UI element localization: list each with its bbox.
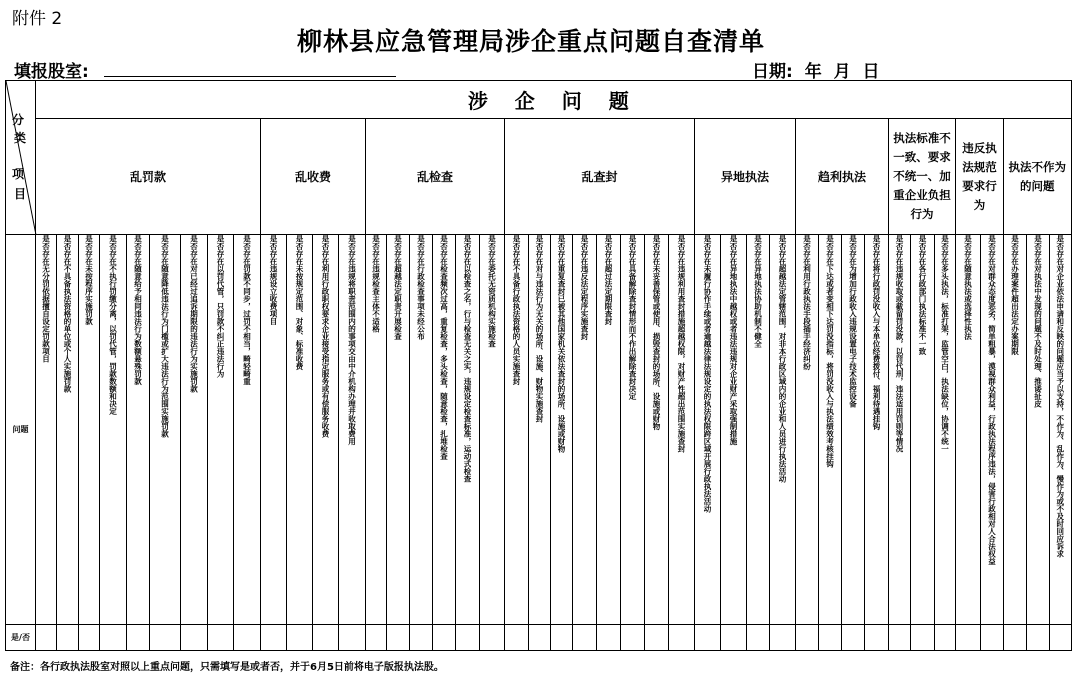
question-text: 是否存在利用行政职权要求企业接受指定服务或有偿服务收费	[321, 235, 330, 438]
question-text: 是否存在违规收取或截留罚没款，以罚代刑，违法适用罚则等情况	[895, 235, 904, 453]
question-text: 是否存在超过法定期限查封	[604, 235, 613, 325]
question-text: 是否存在对群众态度恶劣，简单粗暴，漠视群众利益，行政执法程序违法，侵害行政相对人合法权益	[987, 235, 997, 565]
question-cell	[127, 235, 150, 625]
answer-cell[interactable]	[366, 625, 387, 651]
question-cell	[747, 235, 770, 625]
answer-cell[interactable]	[79, 625, 100, 651]
question-cell	[1050, 235, 1072, 625]
question-text: 是否存在检查频次过高，重复检查，多头检查，随意检查，扎堆检查	[439, 235, 449, 460]
category-remote-enforcement: 异地执法	[695, 119, 796, 235]
answer-cell[interactable]	[287, 625, 313, 651]
corner-mu: 目	[14, 187, 27, 201]
answer-cell[interactable]	[57, 625, 79, 651]
question-cell	[956, 235, 981, 625]
category-fee: 乱收费	[261, 119, 366, 235]
question-cell	[796, 235, 819, 625]
question-text: 是否存在委托无资质机构实施检查	[487, 235, 497, 348]
question-text: 是否存在办理案件超出法定办案期限	[1010, 235, 1020, 355]
question-cell	[865, 235, 889, 625]
question-cell	[1027, 235, 1050, 625]
answer-cell[interactable]	[181, 625, 208, 651]
answer-cell[interactable]	[770, 625, 796, 651]
question-text: 是否存在下达或者变相下达罚没指标，将罚没收入与执法绩效考核挂钩	[825, 235, 835, 468]
corner-cell	[6, 81, 36, 235]
answer-cell[interactable]	[819, 625, 842, 651]
question-text: 是否存在异地执法中越权或者违法违规对企业财产采取强制措施	[729, 235, 738, 445]
answer-cell[interactable]	[480, 625, 505, 651]
answer-cell[interactable]	[234, 625, 261, 651]
question-text: 是否存在不具备执法资格的单位或个人实施罚款	[63, 235, 72, 393]
answer-cell[interactable]	[433, 625, 456, 651]
answer-cell[interactable]	[339, 625, 366, 651]
date-label: 日期: 年 月 日	[752, 62, 880, 82]
answer-cell[interactable]	[645, 625, 669, 651]
question-text: 是否存在违反法定程序实施查封	[580, 235, 589, 340]
answer-cell[interactable]	[313, 625, 339, 651]
question-text: 是否存在对与违法行为无关的场所、设施、财物实施查封	[535, 235, 544, 423]
answer-cell[interactable]	[597, 625, 621, 651]
question-cell	[456, 235, 480, 625]
answer-cell[interactable]	[387, 625, 410, 651]
question-text: 是否存在重复查封已被其他国家机关依法查封的场所、设施或财物	[557, 235, 566, 453]
answer-cell[interactable]	[911, 625, 935, 651]
question-text: 是否存在违规将职责范围内的事项交由中介机构办理并收取费用	[347, 235, 357, 445]
question-text: 是否存在未履行协作手续或者逾越法律法规设定的执法权限跨区域开展行政执法活动	[703, 235, 712, 513]
corner-fen: 分	[12, 113, 25, 127]
question-cell	[150, 235, 181, 625]
unit-label: 填报股室:	[14, 62, 89, 82]
category-seizure: 乱查封	[505, 119, 695, 235]
question-text: 是否存在违规检查主体不适格	[371, 235, 381, 333]
question-text: 是否存在未妥善保管或使用、损毁查封的场所、设施或财物	[652, 235, 661, 430]
question-text: 是否存在不执行罚缴分离，以罚代管，罚款数额和决定	[108, 235, 118, 415]
question-cell	[433, 235, 456, 625]
answer-cell[interactable]	[935, 625, 956, 651]
category-inaction: 执法不作为的问题	[1004, 119, 1072, 235]
question-text: 是否存在随意执法或选择性执法	[963, 235, 973, 340]
corner-diagonal	[6, 81, 36, 235]
question-cell	[208, 235, 234, 625]
question-text: 是否存在随意降低违法行为门槛或扩大违法行为范围实施罚款	[160, 235, 170, 438]
answer-cell[interactable]	[747, 625, 770, 651]
category-inspection: 乱检查	[366, 119, 505, 235]
question-text: 是否存在未按程序实施罚款	[84, 235, 94, 325]
question-text: 是否存在异地执法协助机制不健全	[753, 235, 763, 348]
question-cell	[911, 235, 935, 625]
question-cell	[79, 235, 100, 625]
answer-cell[interactable]	[573, 625, 597, 651]
answer-cell[interactable]	[865, 625, 889, 651]
yesno-row-label: 是/否	[6, 625, 36, 651]
answer-cell[interactable]	[842, 625, 865, 651]
question-text: 是否存在将行政罚没收入与本单位经费拨付、福利待遇挂钩	[872, 235, 881, 430]
question-text: 是否存在无分罚依据擅自设定罚款项目	[41, 235, 51, 363]
question-cell	[695, 235, 721, 625]
question-text: 是否存在行政检查事项未经公布	[416, 235, 426, 340]
answer-cell[interactable]	[410, 625, 433, 651]
question-cell	[410, 235, 433, 625]
question-cell	[1004, 235, 1027, 625]
question-text: 是否存在违规设立收费项目	[269, 235, 278, 325]
answer-cell[interactable]	[456, 625, 480, 651]
question-cell	[261, 235, 287, 625]
answer-cell[interactable]	[529, 625, 551, 651]
question-text: 是否存在超越法定职责开展检查	[393, 235, 403, 340]
question-cell	[339, 235, 366, 625]
question-cell	[366, 235, 387, 625]
question-text: 是否存在不具备行政执法资格的人员实施查封	[512, 235, 521, 385]
category-norm-violation: 违反执法规范要求行为	[956, 119, 1004, 235]
question-cell	[505, 235, 529, 625]
question-cell	[721, 235, 747, 625]
question-cell	[387, 235, 410, 625]
question-text: 是否存在随意给予相同违法行为数额悬殊罚款	[133, 235, 143, 385]
attachment-label: 附件 2	[12, 9, 63, 29]
answer-cell[interactable]	[150, 625, 181, 651]
question-text: 是否存在超越法定管辖范围，对非本行政区域内的企业和人员进行执法活动	[778, 235, 787, 483]
question-cell	[313, 235, 339, 625]
answer-cell[interactable]	[1050, 625, 1072, 651]
question-cell	[181, 235, 208, 625]
question-text: 是否存在对企业依法申请和反映的问题应当予以支持，不作为、乱作为、慢作为或不及时回应诉求	[1055, 235, 1065, 558]
footnote: 备注：各行政执法股室对照以上重点问题，只需填写是或者否，并于6月5日前将电子版报执法股。	[10, 662, 444, 673]
answer-cell[interactable]	[621, 625, 645, 651]
answer-cell[interactable]	[208, 625, 234, 651]
unit-input-line[interactable]	[104, 76, 396, 77]
page-title: 柳林县应急管理局涉企重点问题自查清单	[296, 27, 765, 56]
category-fine: 乱罚款	[36, 119, 261, 235]
question-cell	[57, 235, 79, 625]
category-inconsistent-standards: 执法标准不一致、要求不统一、加重企业负担行为	[889, 119, 956, 235]
question-text: 是否存在多头执法，标准打架，监管空白，执法缺位，协调不统一	[940, 235, 950, 453]
question-cell	[935, 235, 956, 625]
answer-cell[interactable]	[669, 625, 695, 651]
checklist-table	[5, 80, 1072, 651]
question-cell	[597, 235, 621, 625]
question-text: 是否存在各行政部门执法标准不一致	[918, 235, 927, 355]
answer-cell[interactable]	[956, 625, 981, 651]
answer-cell[interactable]	[981, 625, 1004, 651]
question-cell	[100, 235, 127, 625]
answer-cell[interactable]	[261, 625, 287, 651]
answer-cell[interactable]	[1004, 625, 1027, 651]
question-cell	[234, 235, 261, 625]
problems-row-label: 问题	[6, 235, 36, 625]
question-text: 是否存在罚款不同步，过罚不相当，畸轻畸重	[242, 235, 252, 385]
answer-cell[interactable]	[551, 625, 573, 651]
answer-cell[interactable]	[721, 625, 747, 651]
corner-lei: 类	[14, 131, 27, 145]
question-text: 是否存在以罚代管，只罚款不纠正违法行为	[216, 235, 225, 378]
answer-cell[interactable]	[505, 625, 529, 651]
question-cell	[480, 235, 505, 625]
question-text: 是否存在为增加行政收入违规设置电子技术监控设备	[848, 235, 858, 408]
answer-cell[interactable]	[796, 625, 819, 651]
question-text: 是否存在具备解除查封情形而不作出解除查封决定	[628, 235, 637, 400]
question-cell	[669, 235, 695, 625]
question-text: 是否存在违规利用查封措施超越权限，对财产性超出范围实施查封	[677, 235, 686, 453]
question-cell	[770, 235, 796, 625]
question-cell	[645, 235, 669, 625]
question-text: 是否存在未按规定范围、对象、标准收费	[295, 235, 304, 370]
question-text: 是否存在对已经过追诉期限的违法行为实施罚款	[189, 235, 199, 393]
question-text: 是否存在利用行政执法手段插手经济纠纷	[802, 235, 812, 370]
question-cell	[889, 235, 911, 625]
question-cell	[287, 235, 313, 625]
question-text: 是否存在以检查之名，行与检查无关之实，违规设定检查标准，运动式检查	[463, 235, 472, 483]
question-cell	[621, 235, 645, 625]
question-cell	[529, 235, 551, 625]
answer-cell[interactable]	[695, 625, 721, 651]
answer-cell[interactable]	[1027, 625, 1050, 651]
question-cell	[551, 235, 573, 625]
question-cell	[819, 235, 842, 625]
answer-cell[interactable]	[36, 625, 57, 651]
main-header: 涉 企 问 题	[36, 81, 1072, 119]
question-text: 是否存在对执法中发现的问题不及时处理、推诿扯皮	[1033, 235, 1043, 408]
corner-xiang: 项	[12, 167, 25, 181]
category-profit-enforcement: 趋利执法	[796, 119, 889, 235]
question-cell	[842, 235, 865, 625]
answer-cell[interactable]	[100, 625, 127, 651]
answer-cell[interactable]	[889, 625, 911, 651]
answer-cell[interactable]	[127, 625, 150, 651]
question-cell	[981, 235, 1004, 625]
question-cell	[573, 235, 597, 625]
question-cell	[36, 235, 57, 625]
